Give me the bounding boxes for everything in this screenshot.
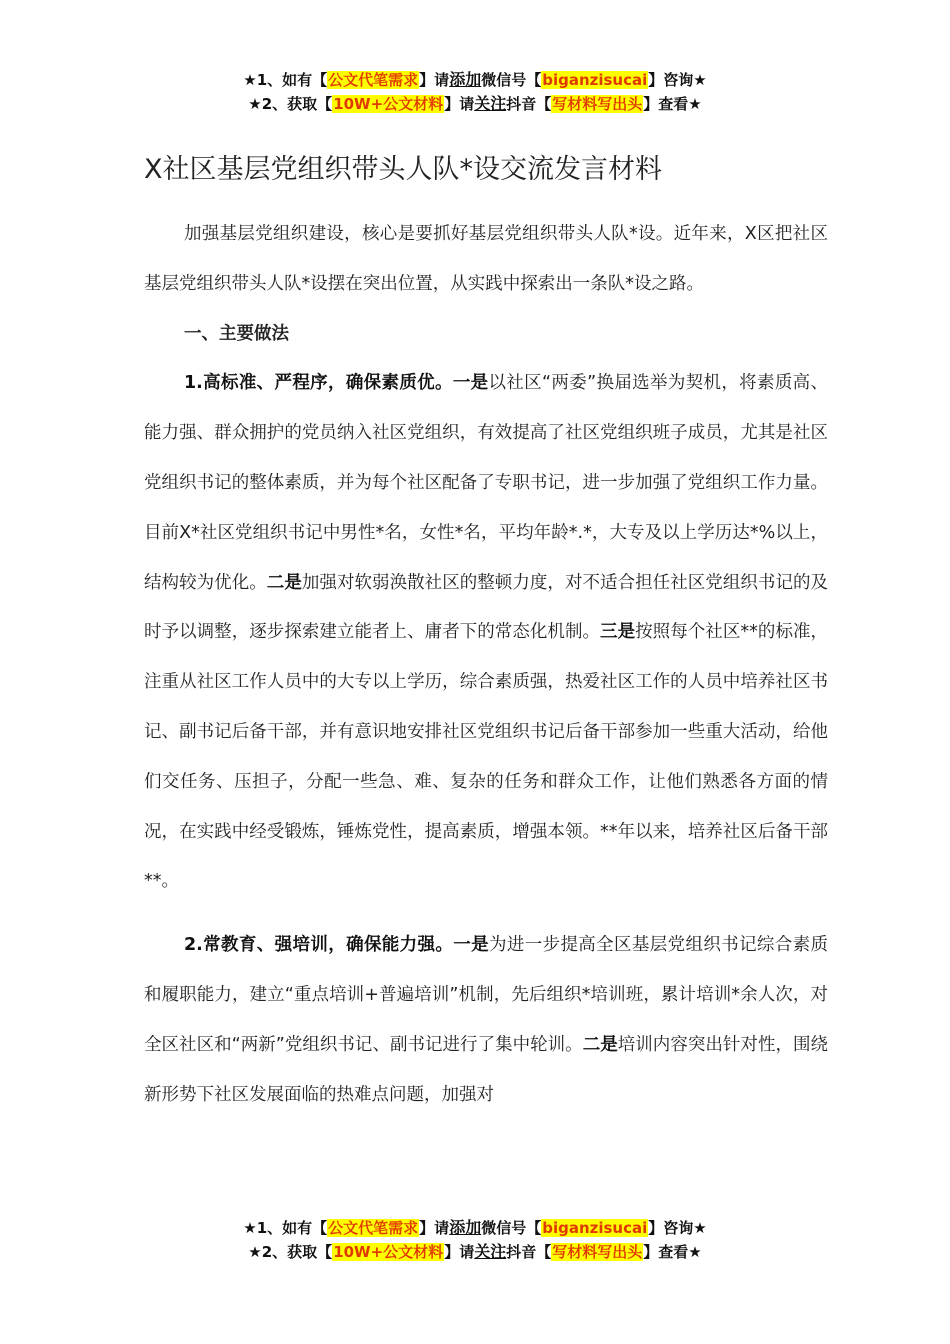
banner-text: 微信号【 — [481, 1219, 542, 1237]
banner-emphasis: 添加 — [449, 70, 482, 89]
banner-text: 抖音【 — [506, 1243, 552, 1261]
banner-text: 】请 — [419, 1219, 450, 1237]
banner-highlight: 10W+公文材料 — [333, 1243, 444, 1261]
banner-line-1 — [0, 1216, 950, 1240]
banner-text: 】咨询★ — [648, 71, 707, 89]
banner-highlight: 10W+公文材料 — [333, 95, 444, 113]
paragraph-2 — [144, 921, 828, 1120]
banner-highlight: biganzisucai — [542, 1219, 648, 1237]
paragraph-text: 为进一步提高全区基层党组织书记综合素质和履职能力，建立“重点培训+普遍培训”机制，先后组织*培训班，累计培训*余人次，对全区社区和“两新”党组织书记、副书记进行了集中轮训。 — [144, 935, 829, 1055]
banner-text: ★1、如有【 — [243, 1219, 328, 1237]
paragraph-lead: 2.常教育、强培训，确保能力强。 — [184, 935, 454, 956]
banner-text: 】查看★ — [643, 95, 702, 113]
banner-highlight: biganzisucai — [542, 71, 648, 89]
footer-banner — [0, 1216, 950, 1264]
banner-emphasis: 添加 — [449, 1218, 482, 1237]
banner-emphasis: 关注 — [474, 1242, 507, 1261]
paragraph-lead: 1.高标准、严程序，确保素质优。 — [184, 373, 453, 394]
banner-text: ★1、如有【 — [243, 71, 328, 89]
banner-text: ★2、获取【 — [248, 95, 333, 113]
banner-highlight: 公文代笔需求 — [328, 71, 419, 89]
banner-highlight: 写材料写出头 — [552, 95, 643, 113]
intro-paragraph: 加强基层党组织建设，核心是要抓好基层党组织带头人队*设。近年来，X区把社区基层党组织带头人队*设摆在突出位置，从实践中探索出一条队*设之路。 — [144, 224, 828, 294]
paragraph-text: 培训内容突出针对性，围绕新形势下社区发展面临的热难点问题，加强对 — [144, 1034, 829, 1105]
banner-text: 】请 — [444, 1243, 475, 1261]
banner-line-2 — [0, 92, 950, 116]
banner-text: 微信号【 — [481, 71, 542, 89]
banner-text: 】请 — [419, 71, 450, 89]
banner-text: 】查看★ — [643, 1243, 702, 1261]
banner-emphasis: 关注 — [474, 94, 507, 113]
banner-text: 抖音【 — [506, 95, 552, 113]
banner-highlight: 写材料写出头 — [552, 1243, 643, 1261]
banner-text: 】请 — [444, 95, 475, 113]
keyword: 一是 — [453, 935, 489, 956]
paragraph-text: 加强对软弱涣散社区的整顿力度，对不适合担任社区党组织书记的及时予以调整，逐步探索建立能者上、庸者下的常态化机制。 — [144, 572, 829, 643]
banner-highlight: 公文代笔需求 — [328, 1219, 419, 1237]
banner-line-2 — [0, 1240, 950, 1264]
keyword: 二是 — [582, 1034, 618, 1055]
paragraph-text: 按照每个社区**的标准，注重从社区工作人员中的大专以上学历，综合素质强，热爱社区工作的人员中培养社区书记、副书记后备干部，并有意识地安排社区党组织书记后备干部参加一些重大活动，给他们交任务、压担子，分配一些急、难、复杂的任务和群众工作，让他们熟悉各方面的情况，在实践中经受锻炼，锤炼党性，提高素质，增强本领。**年以来，培养社区后备干部**。 — [144, 622, 829, 892]
banner-text: ★2、获取【 — [248, 1243, 333, 1261]
banner-text: 】咨询★ — [648, 1219, 707, 1237]
banner-line-1 — [0, 68, 950, 92]
keyword: 一是 — [452, 373, 489, 394]
document-body — [144, 148, 828, 1120]
paragraph-text: 以社区“两委”换届选举为契机，将素质高、能力强、群众拥护的党员纳入社区党组织，有效提高了社区党组织班子成员，尤其是社区党组织书记的整体素质，并为每个社区配备了专职书记，进一步加强了党组织工作力量。目前X*社区党组织书记中男性*名，女性*名，平均年龄*.*，大专及以上学历达*%以上，结构较为优化。 — [144, 373, 828, 593]
paragraph-1 — [144, 359, 828, 907]
document-title: X社区基层党组织带头人队*设交流发言材料 — [144, 154, 662, 185]
keyword: 三是 — [600, 622, 636, 643]
section-heading: 一、主要做法 — [184, 323, 289, 344]
header-banner — [0, 68, 950, 116]
keyword: 二是 — [266, 572, 302, 593]
